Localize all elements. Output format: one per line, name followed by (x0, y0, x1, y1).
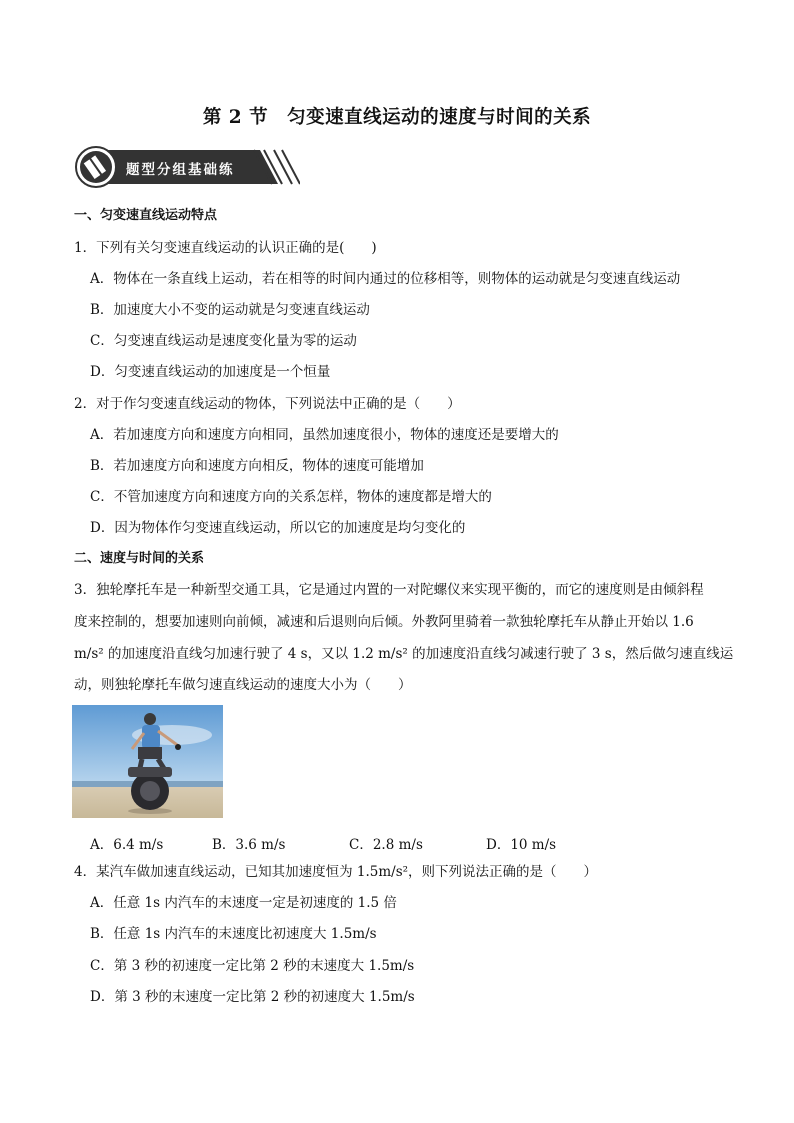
question-4-option-d: D．第 3 秒的末速度一定比第 2 秒的初速度大 1.5m/s (90, 989, 415, 1005)
question-2-option-a: A．若加速度方向和速度方向相同，虽然加速度很小，物体的速度还是要增大的 (90, 427, 559, 443)
question-3-choice-d: D．10 m/s (486, 837, 557, 853)
question-1-stem: 1．下列有关匀变速直线运动的认识正确的是( ) (74, 240, 377, 256)
question-2-option-d: D．因为物体作匀变速直线运动，所以它的加速度是均匀变化的 (90, 520, 466, 536)
question-3-line-2: 度来控制的，想要加速则向前倾，减速和后退则向后倾。外教阿里骑着一款独轮摩托车从静止开始以 1.6 (74, 614, 694, 630)
question-1-option-b: B．加速度大小不变的运动就是匀变速直线运动 (90, 302, 370, 318)
question-3-line-1: 3．独轮摩托车是一种新型交通工具，它是通过内置的一对陀螺仪来实现平衡的，而它的速度则是由倾斜程 (74, 582, 704, 598)
question-4-option-a: A．任意 1s 内汽车的末速度一定是初速度的 1.5 倍 (90, 895, 397, 911)
question-1-option-c: C．匀变速直线运动是速度变化量为零的运动 (90, 333, 357, 349)
question-3-choice-a: A．6.4 m/s (90, 837, 164, 853)
page-title: 第 2 节 匀变速直线运动的速度与时间的关系 (202, 107, 592, 128)
section-heading-1: 一、匀变速直线运动特点 (74, 208, 218, 223)
question-2-stem: 2．对于作匀变速直线运动的物体，下列说法中正确的是（ ） (74, 396, 461, 412)
question-4-option-c: C．第 3 秒的初速度一定比第 2 秒的末速度大 1.5m/s (90, 958, 415, 974)
section-heading-2: 二、速度与时间的关系 (74, 551, 205, 566)
question-4-option-b: B．任意 1s 内汽车的末速度比初速度大 1.5m/s (90, 926, 377, 942)
question-4-stem: 4．某汽车做加速直线运动，已知其加速度恒为 1.5m/s²，则下列说法正确的是（ ） (74, 864, 598, 880)
question-2-option-b: B．若加速度方向和速度方向相反，物体的速度可能增加 (90, 458, 424, 474)
question-3-choice-c: C．2.8 m/s (349, 837, 423, 853)
banner-label: 题型分组基础练 (126, 162, 235, 178)
unicycle-rider-photo (72, 705, 223, 818)
question-3-line-4: 动，则独轮摩托车做匀速直线运动的速度大小为（ ） (74, 677, 412, 693)
question-2-option-c: C．不管加速度方向和速度方向的关系怎样，物体的速度都是增大的 (90, 489, 492, 505)
question-1-option-a: A．物体在一条直线上运动，若在相等的时间内通过的位移相等，则物体的运动就是匀变速直线运动 (90, 271, 681, 287)
question-3-line-3: m/s² 的加速度沿直线匀加速行驶了 4 s，又以 1.2 m/s² 的加速度沿直线匀减速行驶了 3 s，然后做匀速直线运 (74, 646, 734, 662)
question-3-choice-b: B．3.6 m/s (212, 837, 286, 853)
question-1-option-d: D．匀变速直线运动的加速度是一个恒量 (90, 364, 331, 380)
